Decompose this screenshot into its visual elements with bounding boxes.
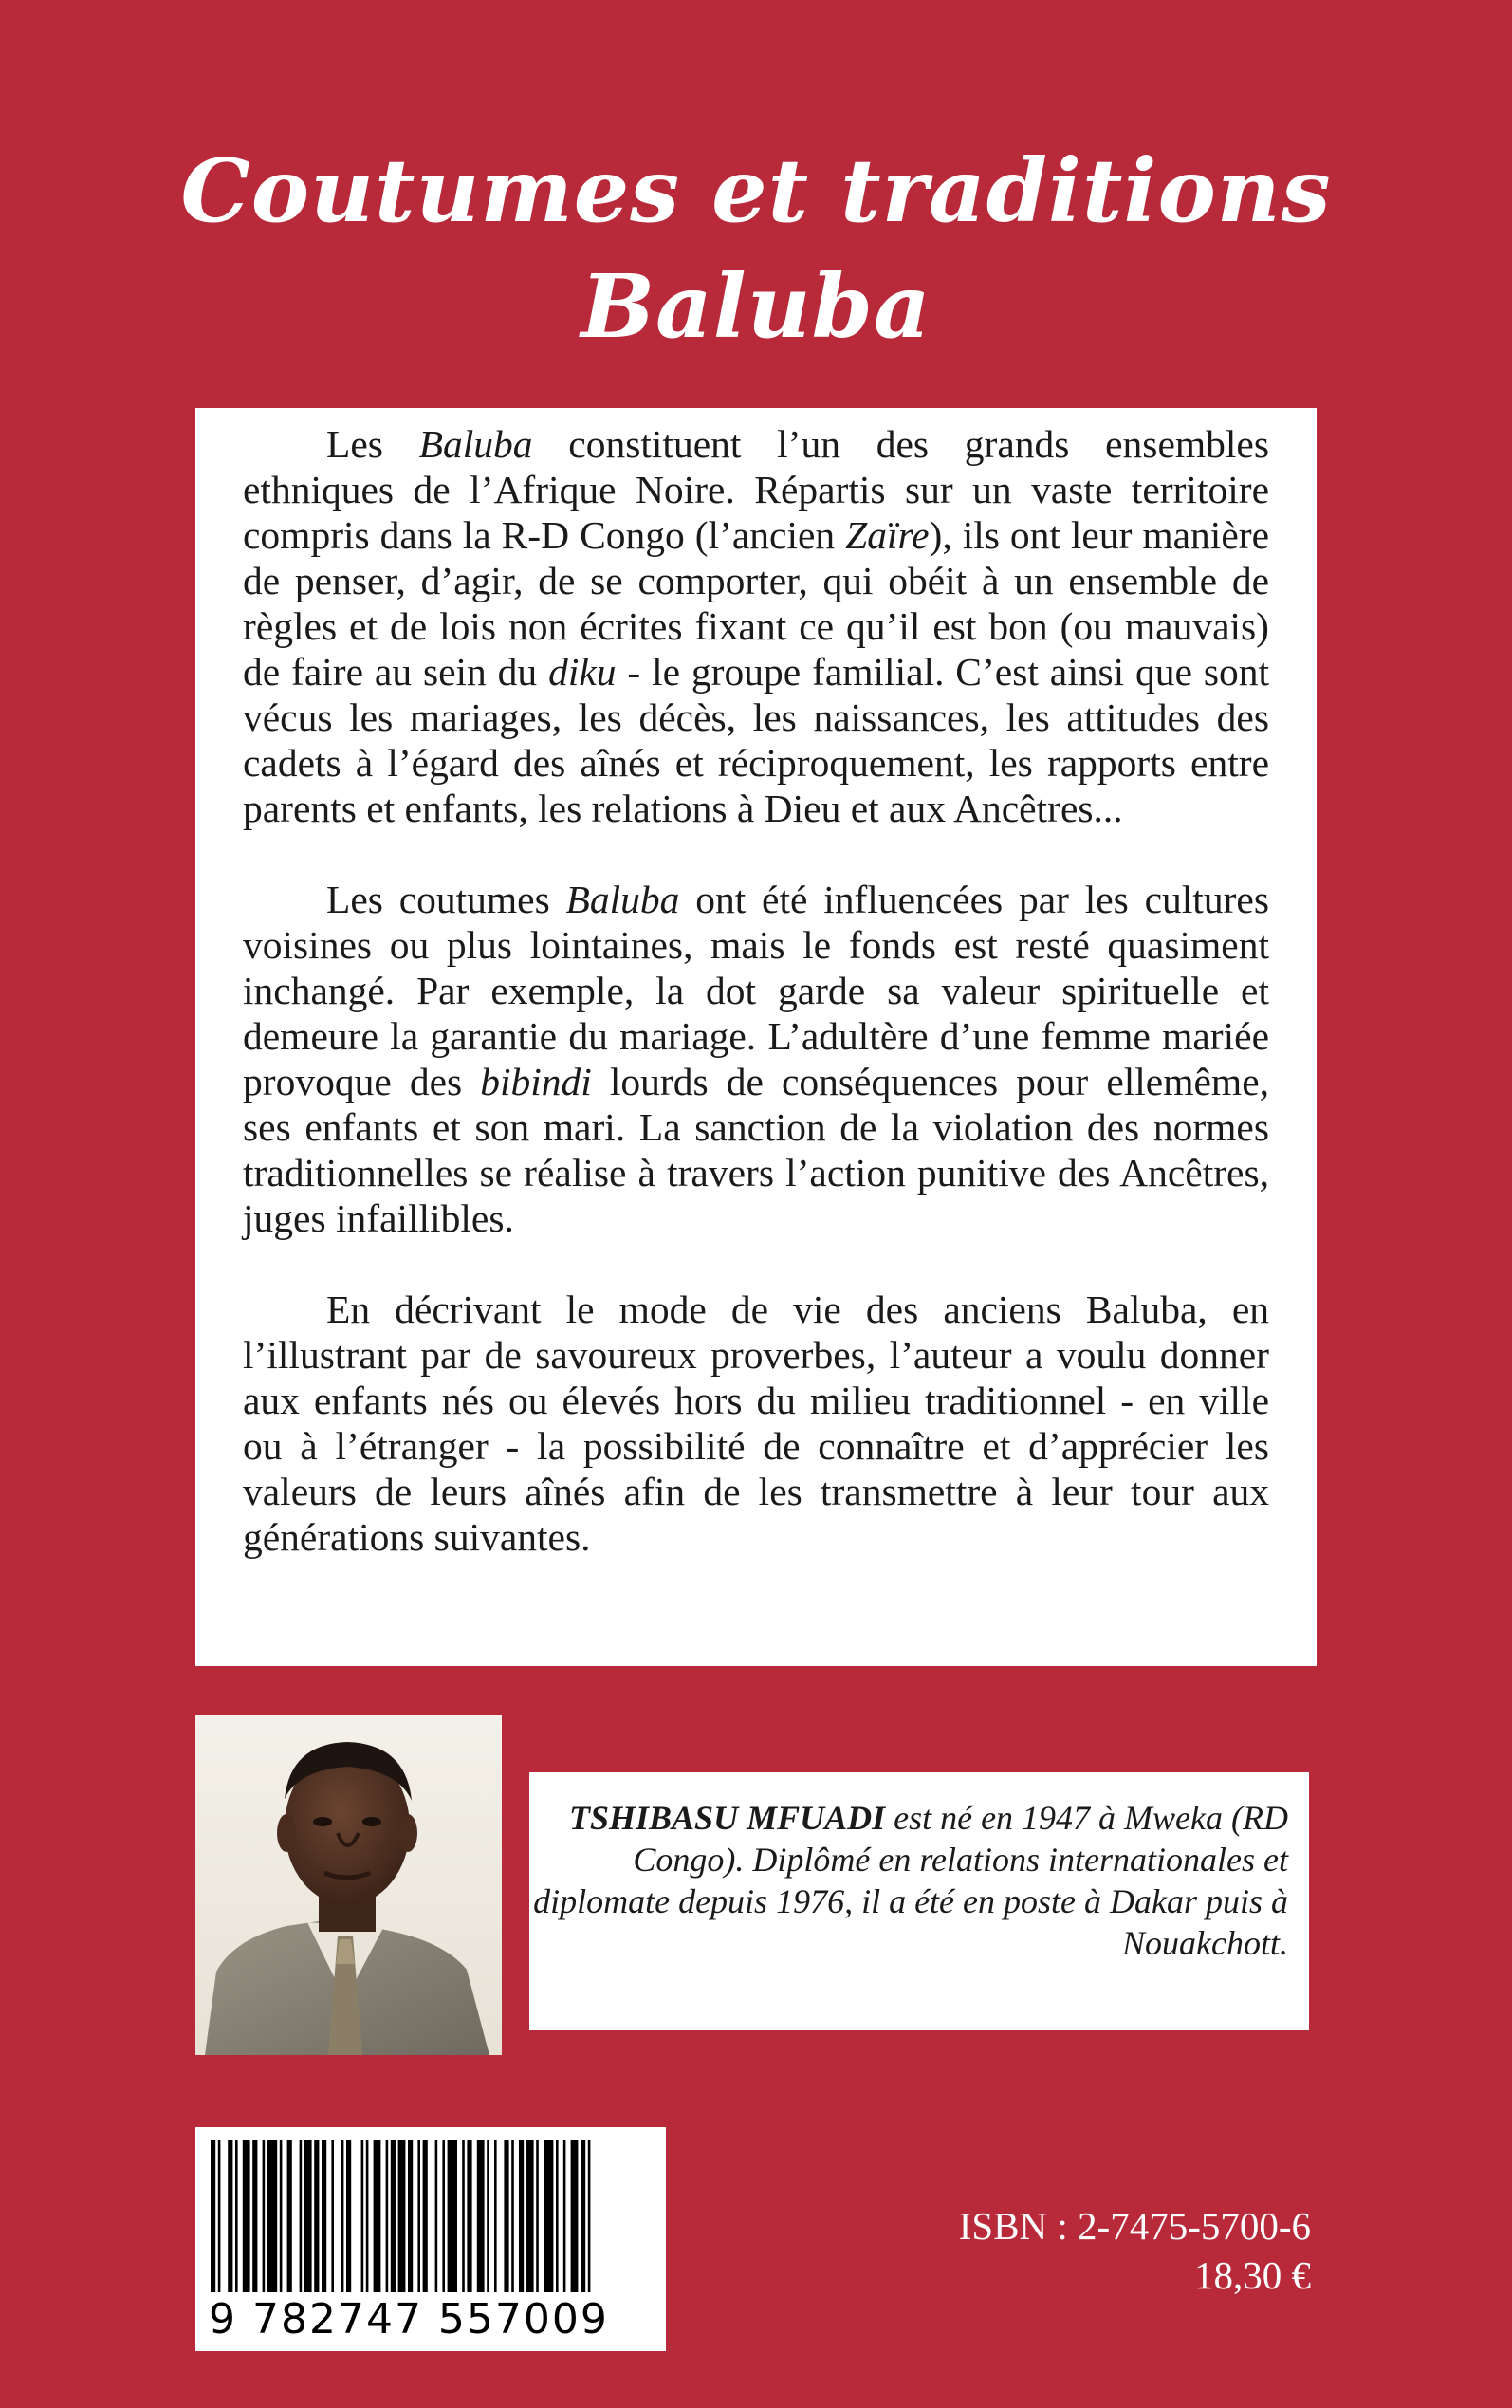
barcode-bar — [300, 2140, 303, 2292]
blurb-paragraph-2 — [243, 877, 1269, 1241]
barcode-bar — [287, 2140, 292, 2292]
barcode-bar — [314, 2140, 319, 2292]
isbn-label: ISBN : 2-7475-5700-6 — [958, 2204, 1311, 2248]
text-run: En décrivant le mode de vie des anciens Baluba, en l’illustrant par de savoureux proverbes, l’auteur a voulu donner aux enfants nés ou élevés hors du milieu traditionnel - en ville ou à l’étranger - la possibilité de connaître et d’apprécier les valeurs de leurs aînés afin de les transmettre à leur tour aux générations suivantes. — [243, 1287, 1269, 1559]
text-run: Les — [326, 422, 419, 466]
barcode-bar — [243, 2140, 250, 2292]
barcode-bar — [346, 2140, 351, 2292]
barcode-digits: 9 782747 557009 — [209, 2295, 609, 2343]
blurb-paragraph-3 — [243, 1287, 1269, 1560]
barcode-bar — [588, 2140, 591, 2292]
barcode-bar — [374, 2140, 381, 2292]
barcode-bar — [487, 2140, 489, 2292]
barcode-bar — [494, 2140, 497, 2292]
barcode-bar — [331, 2140, 334, 2292]
italic-term: bibindi — [480, 1060, 592, 1103]
barcode-bar — [322, 2140, 326, 2292]
blurb-paragraph-1 — [243, 421, 1269, 831]
text-run: ), ils ont leur manière de penser, d’agir, de se comporter, qui obéit à un ensemble de règles et de lois non écrites fixant ce qu’il est bon (ou mauvais) de faire au sein du — [243, 513, 1269, 694]
barcode-bar — [417, 2140, 420, 2292]
barcode-bar — [526, 2140, 534, 2292]
barcode-bar — [386, 2140, 389, 2292]
barcode-bar — [398, 2140, 406, 2292]
barcode-bar — [536, 2140, 539, 2292]
barcode-bar — [252, 2140, 257, 2292]
barcode-bar — [280, 2140, 283, 2292]
barcode-bar — [435, 2140, 438, 2292]
barcode-bar — [408, 2140, 413, 2292]
barcode-bar — [267, 2140, 277, 2292]
author-photo — [195, 1715, 502, 2055]
barcode-bar — [361, 2140, 364, 2292]
barcode-bar — [448, 2140, 457, 2292]
barcode-bar — [235, 2140, 238, 2292]
barcode-bar — [263, 2140, 266, 2292]
italic-term: Zaïre — [845, 513, 930, 557]
author-bio-text: est né en 1947 à Mweka (RD Congo). Diplômé en relations internationales et diplomate depuis 1976, il a été en poste à Dakar puis à Nouakchott. — [533, 1799, 1288, 1962]
text-run: constituent l’un des grands ensembles ethniques de l’Afrique Noire. Répartis sur un vaste territoire compris dans la R-D Congo (l’ancien — [243, 422, 1269, 557]
author-name: TSHIBASU MFUADI — [569, 1799, 886, 1837]
barcode-bar — [581, 2140, 585, 2292]
barcode-bar — [218, 2140, 221, 2292]
text-run: Les coutumes — [326, 878, 566, 921]
barcode-bar — [341, 2140, 344, 2292]
barcode-bar — [504, 2140, 508, 2292]
book-title-line-2: Baluba — [581, 255, 931, 358]
barcode-bar — [211, 2140, 215, 2292]
barcode-bar — [511, 2140, 514, 2292]
barcode-bar — [556, 2140, 559, 2292]
barcode-bar — [519, 2140, 524, 2292]
italic-term: Baluba — [418, 422, 533, 466]
barcode — [195, 2127, 666, 2351]
text-run: - le groupe familial. C’est ainsi que sont vécus les mariages, les décès, les naissances, les attitudes des cadets à l’égard des aînés et réciproquement, les rapports entre parents et enfants, les relations à Dieu et aux Ancêtres... — [243, 650, 1270, 830]
barcode-bar — [304, 2140, 312, 2292]
book-title-line-1: Coutumes et traditions — [180, 139, 1332, 242]
barcode-bar — [563, 2140, 566, 2292]
barcode-bar — [462, 2140, 465, 2292]
text-run: lourds de conséquences pour ellemême, ses enfants et son mari. La sanction de la violation des normes traditionnelles se réalise à travers l’action punitive des Ancêtres, juges infaillibles. — [243, 1060, 1270, 1240]
author-bio-box — [529, 1772, 1309, 2030]
price-label: 18,30 € — [1194, 2253, 1311, 2297]
barcode-bar — [571, 2140, 579, 2292]
barcode-bar — [467, 2140, 471, 2292]
italic-term: diku — [548, 650, 617, 694]
barcode-bar — [544, 2140, 553, 2292]
barcode-bar — [391, 2140, 396, 2292]
barcode-bar — [442, 2140, 445, 2292]
author-portrait-illustration — [195, 1715, 502, 2055]
barcode-bar — [423, 2140, 428, 2292]
barcode-bar — [228, 2140, 232, 2292]
blurb-box — [195, 408, 1317, 1666]
book-title — [0, 133, 1512, 364]
barcode-bar — [366, 2140, 369, 2292]
italic-term: Baluba — [565, 878, 680, 921]
barcode-bar — [477, 2140, 485, 2292]
text-run: ont été influencées par les cultures voisines ou plus lointaines, mais le fonds est resté quasiment inchangé. Par exemple, la dot garde sa valeur spirituelle et demeure la garantie du mariage. L’adultère d’une femme mariée provoque des — [243, 878, 1269, 1103]
